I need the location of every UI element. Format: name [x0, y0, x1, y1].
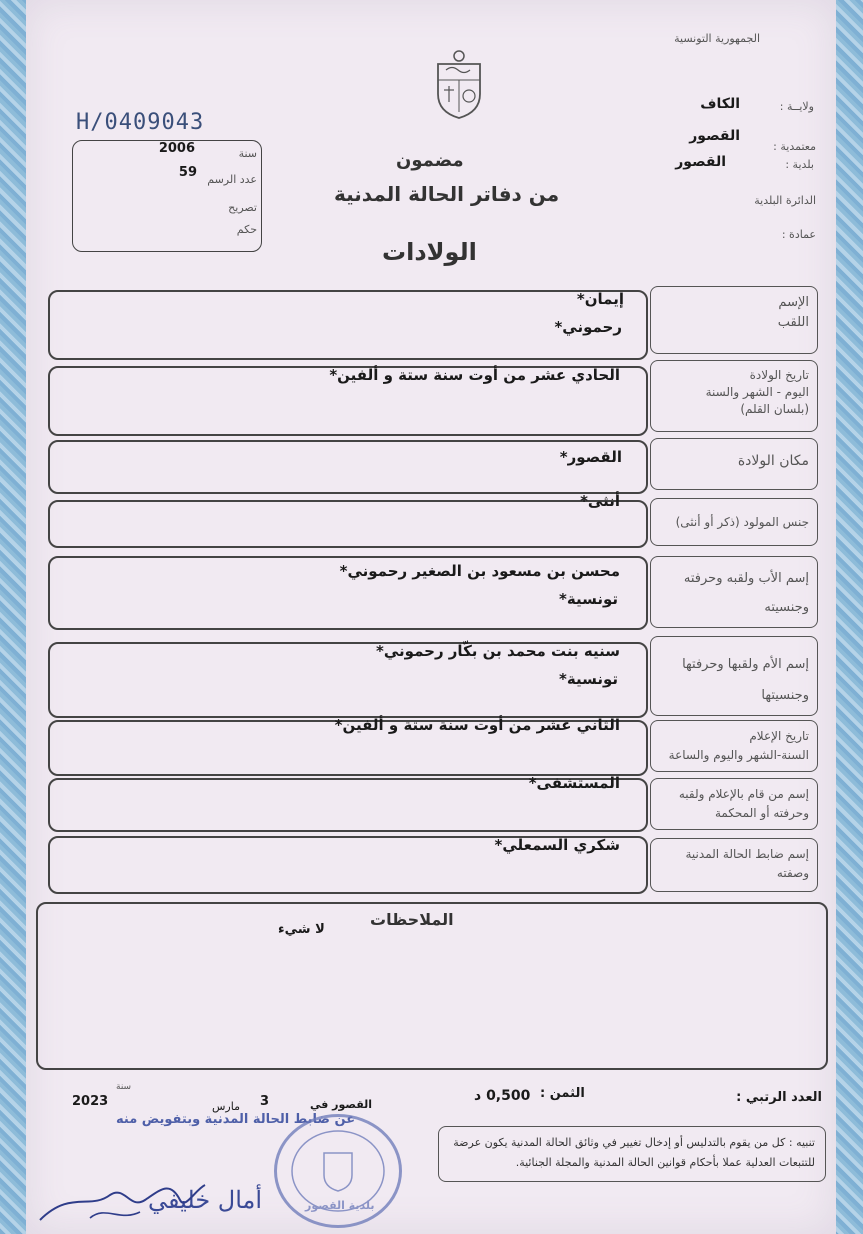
- officer-sublabel: وصفته: [776, 866, 809, 881]
- mother-value: سنيه بنت محمد بن بكّار رحموني*: [376, 642, 620, 660]
- wilaya-label: ولايــة :: [779, 100, 814, 113]
- row-name-label-box: [650, 286, 818, 354]
- mother-label: إسم الأم ولقبها وحرفتها: [682, 657, 809, 672]
- baladiya-value: القصور: [675, 154, 726, 170]
- year-value: 2006: [158, 141, 195, 156]
- row-place-value-box: [48, 440, 648, 494]
- declarant-sublabel: وحرفته أو المحكمة: [714, 806, 809, 821]
- judgment-label: حكم: [236, 223, 257, 236]
- birth-certificate-sheet: [26, 0, 836, 1234]
- date-month: مارس: [212, 1100, 240, 1113]
- birthplace-label: مكان الولادة: [737, 453, 809, 469]
- declarant-label: إسم من قام بالإعلام ولقبه: [678, 787, 809, 801]
- row-sex-value-box: [48, 500, 648, 548]
- date-prefix: القصور في: [310, 1098, 373, 1111]
- father-nationality-value: تونسية*: [559, 590, 618, 608]
- signature-name: أمال خليفي: [148, 1186, 263, 1214]
- title-line3: الولادات: [382, 238, 477, 266]
- decorative-border-right: [833, 0, 863, 1234]
- daira-label: الدائرة البلدية: [754, 194, 816, 207]
- title-line2: من دفاتر الحالة المدنية: [334, 182, 560, 206]
- number-value: 59: [178, 165, 197, 180]
- stamp-text: بلدية القصور: [305, 1199, 375, 1212]
- price-value: 0,500 د: [474, 1088, 531, 1104]
- sex-value: أنثى*: [580, 492, 620, 510]
- first-name-label: الإسم: [778, 295, 809, 310]
- declaration-date-label: تاريخ الإعلام: [749, 729, 809, 743]
- declaration-date-value: الثاني عشر من أوت سنة ستة و ألفين*: [334, 716, 620, 734]
- country-name: الجمهورية التونسية: [674, 32, 760, 45]
- year-label: سنة: [238, 147, 257, 160]
- row-birthdate-label-box: [650, 360, 818, 432]
- omada-label: عمادة :: [781, 228, 816, 241]
- row-declaration-label-box: [650, 720, 818, 772]
- surname-label: اللقب: [777, 314, 809, 330]
- row-place-label-box: [650, 438, 818, 490]
- wilaya-value: الكاف: [700, 96, 740, 112]
- date-year-label: سنة: [116, 1082, 132, 1092]
- legal-notice: تنبيه : كل من يقوم بالتدليس أو إدخال تغيير في وثائق الحالة المدنية يكون عرضة للتتبعات العدلية عملا بأحكام قوانين الحالة المدنية والمجلة الجنائية.: [438, 1126, 826, 1182]
- price-label: الثمن :: [540, 1086, 585, 1101]
- handwritten-signature: [30, 1150, 210, 1230]
- tunisia-coat-of-arms-icon: [432, 48, 486, 120]
- motamadiya-label: معتمدية :: [773, 140, 816, 153]
- birthdate-label: تاريخ الولادة: [749, 368, 809, 382]
- baladiya-label: بلدية :: [785, 158, 814, 171]
- birthplace-value: القصور*: [559, 448, 622, 466]
- first-name-value: إيمان*: [576, 290, 624, 308]
- mother-nationality-value: تونسية*: [559, 670, 618, 688]
- title-line1: مضمون: [396, 150, 464, 171]
- row-officer-label-box: [650, 838, 818, 892]
- birthdate-sublabel2: (بلسان القلم): [740, 401, 809, 416]
- row-sex-label-box: [650, 498, 818, 546]
- officer-label: إسم ضابط الحالة المدنية: [685, 847, 809, 861]
- registry-box: [72, 140, 262, 252]
- father-label: إسم الأب ولقبه وحرفته: [683, 571, 809, 586]
- remarks-value: لا شيء: [278, 922, 325, 937]
- father-value: محسن بن مسعود بن الصغير رحموني*: [339, 562, 620, 580]
- birthdate-value: الحادي عشر من أوت سنة ستة و ألفين*: [329, 366, 620, 384]
- signature-caption: عن ضابط الحالة المدنية وبتفويض منه: [116, 1112, 356, 1127]
- row-declarant-label-box: [650, 778, 818, 830]
- number-label: عدد الرسم: [207, 173, 257, 186]
- declaration-date-sublabel: السنة-الشهر واليوم والساعة: [668, 748, 809, 763]
- declarant-value: المستشفى*: [528, 774, 620, 792]
- remarks-title: الملاحظات: [370, 910, 454, 929]
- declaration-label: تصريح: [228, 201, 257, 214]
- serial-number: H/0409043: [76, 110, 205, 135]
- sex-label: جنس المولود (ذكر أو أنثى): [675, 515, 809, 529]
- date-day: 3: [260, 1094, 270, 1109]
- motamadiya-value: القصور: [689, 128, 740, 144]
- serial-label: العدد الرتبي :: [736, 1090, 822, 1105]
- surname-value: رحموني*: [554, 318, 622, 336]
- official-stamp: [274, 1114, 402, 1228]
- officer-value: شكري السمعلي*: [494, 836, 620, 854]
- birthdate-sublabel: اليوم - الشهر والسنة: [705, 384, 809, 399]
- mother-nationality-label: وجنسيتها: [761, 688, 809, 704]
- row-father-label-box: [650, 556, 818, 628]
- row-mother-label-box: [650, 636, 818, 716]
- date-year: 2023: [72, 1094, 109, 1109]
- father-nationality-label: وجنسيته: [764, 599, 809, 615]
